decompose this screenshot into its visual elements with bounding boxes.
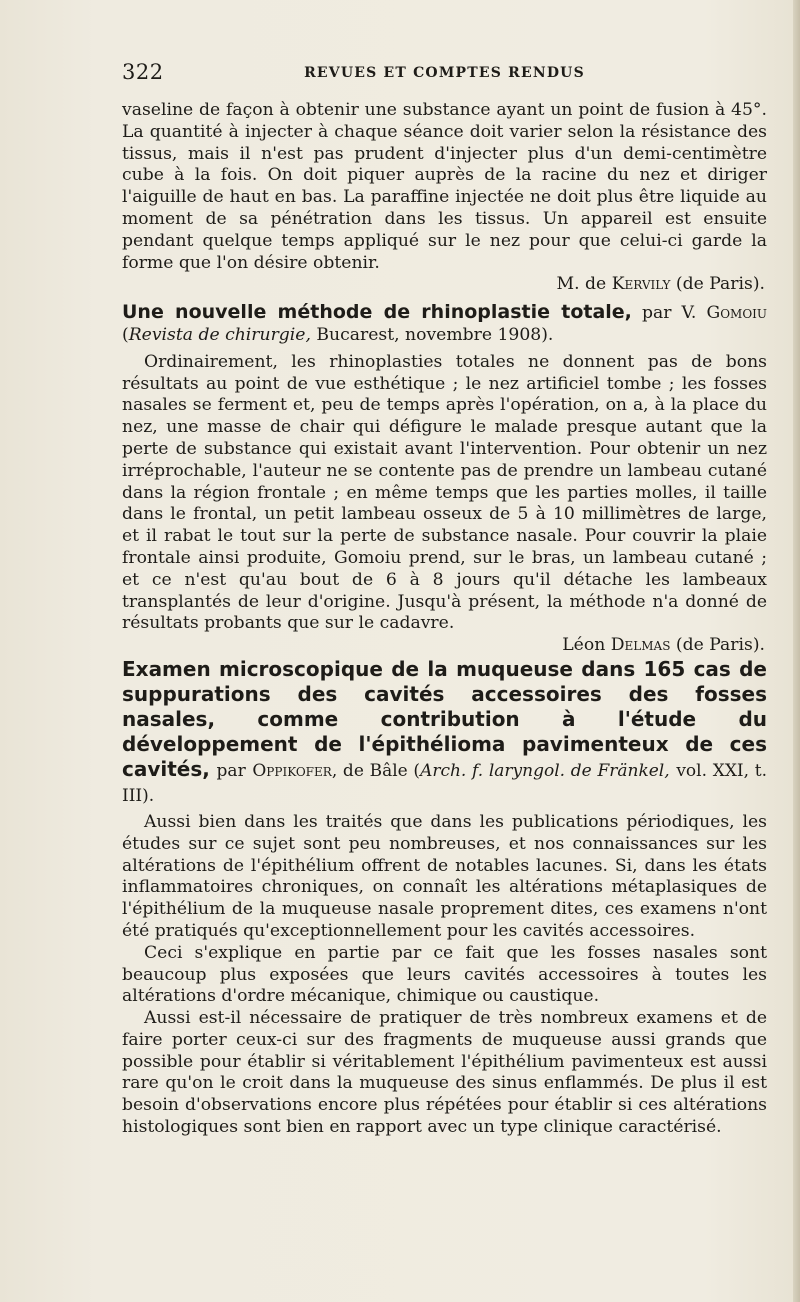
signature-place: (de Paris). — [675, 274, 765, 295]
article1-body: Ordinairement, les rhinoplasties totales ne donnent pas de bons résultats au point de vue esthétique ; le nez artificiel tombe ; les fosses nasales se ferment et, peu de temps après l'opération, on a, à la place du nez, une masse de chair qui défigure le malade presque autant que la perte de substance qui existait avant l'intervention. Pour obtenir un nez irréprochable, l'auteur ne se contente pas de prendre un lambeau cutané dans la région frontale ; en même temps que les parties molles, il taille dans le frontal, un petit lambeau osseux de 5 à 10 millimètres de large, et il rabat le tout sur la perte de substance nasale. Pour couvrir la plaie frontale ainsi produite, Gomoiu prend, sur le bras, un lambeau cutané ; et ce n'est qu'au bout de 6 à 8 jours qu'il détache les lambeaux transplantés de leur d'origine. Jusqu'à présent, la méthode n'a donné de résultats probants que sur le cadavre. — [122, 351, 767, 634]
article2-paragraph-3: Aussi est-il nécessaire de pratiquer de très nombreux examens et de faire porter ceux-ci sur des fragments de muqueuse aussi grands que possible pour établir si véritablement l'épithélium pavimenteux est aussi rare qu'on le croit dans la muqueuse des sinus enflammés. De plus il est besoin d'observations encore plus répétées pour établir si ces altérations histologiques sont bien en rapport avec un type clinique caractérisé. — [122, 1008, 767, 1138]
sig-last: Delmas — [610, 635, 671, 656]
article1-journal: Revista de chirurgie, — [128, 324, 311, 345]
page-body — [122, 100, 767, 1139]
signature-kervily — [122, 274, 767, 296]
running-title: REVUES ET COMPTES RENDUS — [304, 65, 585, 81]
article1-paren: ( — [122, 324, 129, 345]
article1-by: par V. — [641, 303, 697, 324]
article2-by: par — [216, 760, 246, 781]
article1-source-rest: Bucarest, novembre 1908). — [316, 324, 554, 345]
article1-author: Gomoiu — [706, 303, 768, 324]
sig-place: (de Paris). — [675, 635, 765, 656]
article2-paragraph-2: Ceci s'explique en partie par ce fait que les fosses nasales sont beaucoup plus exposées que leurs cavités accessoires à toutes les altérations d'ordre mécanique, chimique ou caustique. — [122, 942, 767, 1007]
article2-volume: vol. XXI, t. III). — [122, 760, 767, 806]
page-number: 322 — [122, 60, 164, 84]
signature-name: Kervily — [611, 274, 671, 295]
signature-delmas — [122, 635, 767, 657]
running-header — [122, 60, 767, 90]
article1-title: Une nouvelle méthode de rhinoplastie totale, — [122, 301, 632, 324]
article1-heading — [122, 301, 767, 347]
article2-heading — [122, 657, 767, 807]
article2-title: Examen microscopique de la muqueuse dans 165 cas de suppurations des cavités accessoires des fosses nasales, comme contribution à l'étude du développement de l'épithélioma pavimenteux de ces cavités, — [122, 656, 767, 781]
article2-author: Oppikofer — [252, 760, 332, 781]
page-edge-shadow — [793, 0, 800, 1302]
article2-paragraph-1: Aussi bien dans les traités que dans les publications périodiques, les études sur ce sujet sont peu nombreuses, et nos connaissances sur les altérations de l'épithélium offrent de notables lacunes. Si, dans les états inflammatoires chroniques, on connaît les altérations métaplasiques de l'épithélium de la muqueuse nasale proprement dites, ces examens n'ont été pratiqués qu'exceptionnellement pour les cavités accessoires. — [122, 811, 767, 941]
article2-journal: Arch. f. laryngol. de Fränkel, — [420, 760, 670, 781]
sig-first: Léon — [562, 635, 606, 656]
signature-prefix: M. de — [556, 274, 607, 295]
intro-paragraph: vaseline de façon à obtenir une substance ayant un point de fusion à 45°. La quantité à injecter à chaque séance doit varier selon la résistance des tissus, mais il n'est pas prudent d'injecter plus d'un demi-centimètre cube à la fois. On doit piquer auprès de la racine du nez et diriger l'aiguille de haut en bas. La paraffine injectée ne doit plus être liquide au moment de sa pénétration dans les tissus. Un appareil est ensuite pendant quelque temps appliqué sur le nez pour que celui-ci garde la forme que l'on désire obtenir. — [122, 100, 767, 273]
article2-place: , de Bâle ( — [331, 760, 421, 781]
